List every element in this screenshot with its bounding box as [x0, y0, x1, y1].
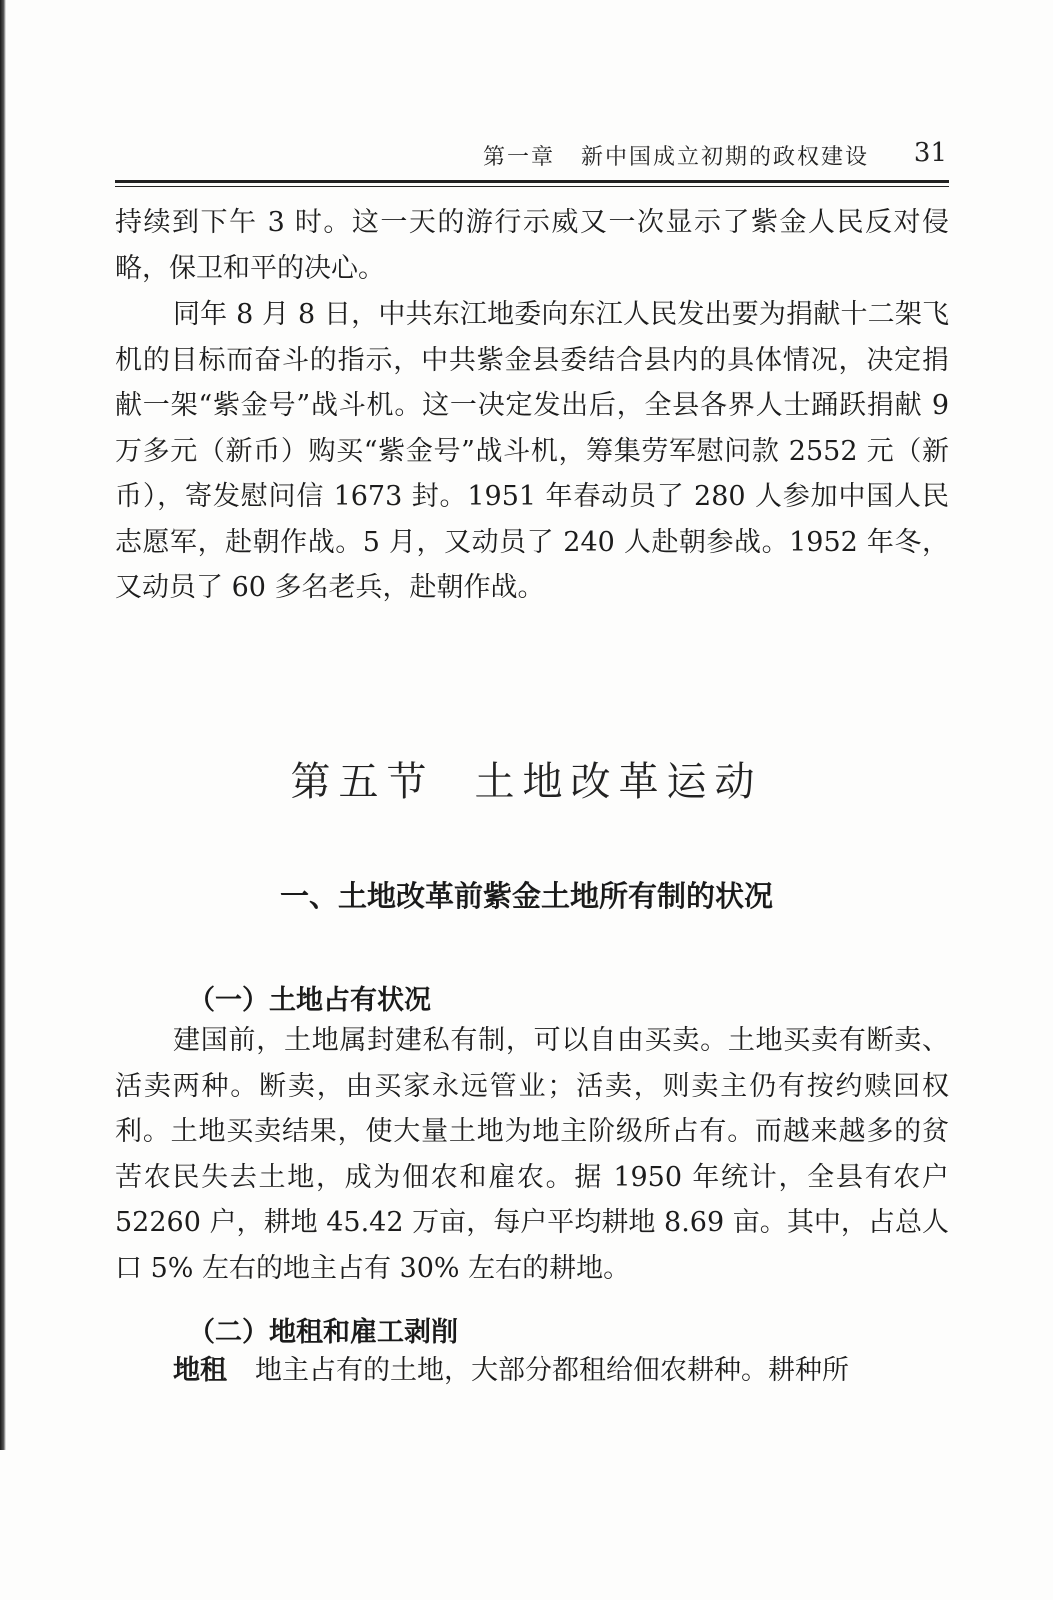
- section-title: [0, 750, 1053, 807]
- scan-edge-shadow: [0, 0, 6, 1450]
- subsection-title: 一、土地改革前紫金土地所有制的状况: [279, 879, 773, 913]
- paragraph-rent-text: 地主占有的土地，大部分都租给佃农耕种。耕种所: [255, 1355, 849, 1386]
- paragraph-continuation: 持续到下午 3 时。这一天的游行示威又一次显示了紫金人民反对侵略，保卫和平的决心。: [115, 207, 949, 284]
- page-number: 31: [913, 138, 947, 168]
- paragraph-donation: 同年 8 月 8 日，中共东江地委向东江人民发出要为捐献十二架飞机的目标而奋斗的指示，中共紫金县委结合县内的具体情况，决定捐献一架“紫金号”战斗机。这一决定发出后，全县各界人士踊跃捐献 9 万多元（新币）购买“紫金号”战斗机，筹集劳军慰问款 2552 元（新币），寄发慰问信 1673 封。1951 年春动员了 280 人参加中国人民志愿军，赴朝作战。5 月，又动员了 240 人赴朝参战。1952 年冬，又动员了 60 多名老兵，赴朝作战。: [115, 299, 949, 603]
- heading-rent-exploitation: （二）地租和雇工剥削: [188, 1317, 458, 1348]
- header-chapter-title: 新中国成立初期的政权建设: [580, 145, 869, 170]
- header-rule-thick: [115, 180, 949, 183]
- section-name: 土地改革运动: [474, 759, 763, 805]
- header-title: [483, 140, 869, 171]
- section-label: 第五节: [290, 759, 435, 805]
- heading-land-ownership: （一）土地占有状况: [188, 985, 431, 1016]
- header-chapter: 第一章: [482, 145, 555, 170]
- paragraph-rent: [115, 1348, 949, 1394]
- header-rule-thin: [115, 186, 949, 187]
- running-header: [115, 140, 949, 176]
- paragraph-land-ownership: 建国前，土地属封建私有制，可以自由买卖。土地买卖有断卖、活卖两种。断卖，由买家永远管业；活卖，则卖主仍有按约赎回权利。土地买卖结果，使大量土地为地主阶级所占有。而越来越多的贫苦农民失去土地，成为佃农和雇农。据 1950 年统计，全县有农户 52260 户，耕地 45.42 万亩，每户平均耕地 8.69 亩。其中，占总人口 5% 左右的地主占有 30% 左右的耕地。: [115, 1025, 949, 1284]
- run-in-term: 地租: [173, 1355, 227, 1386]
